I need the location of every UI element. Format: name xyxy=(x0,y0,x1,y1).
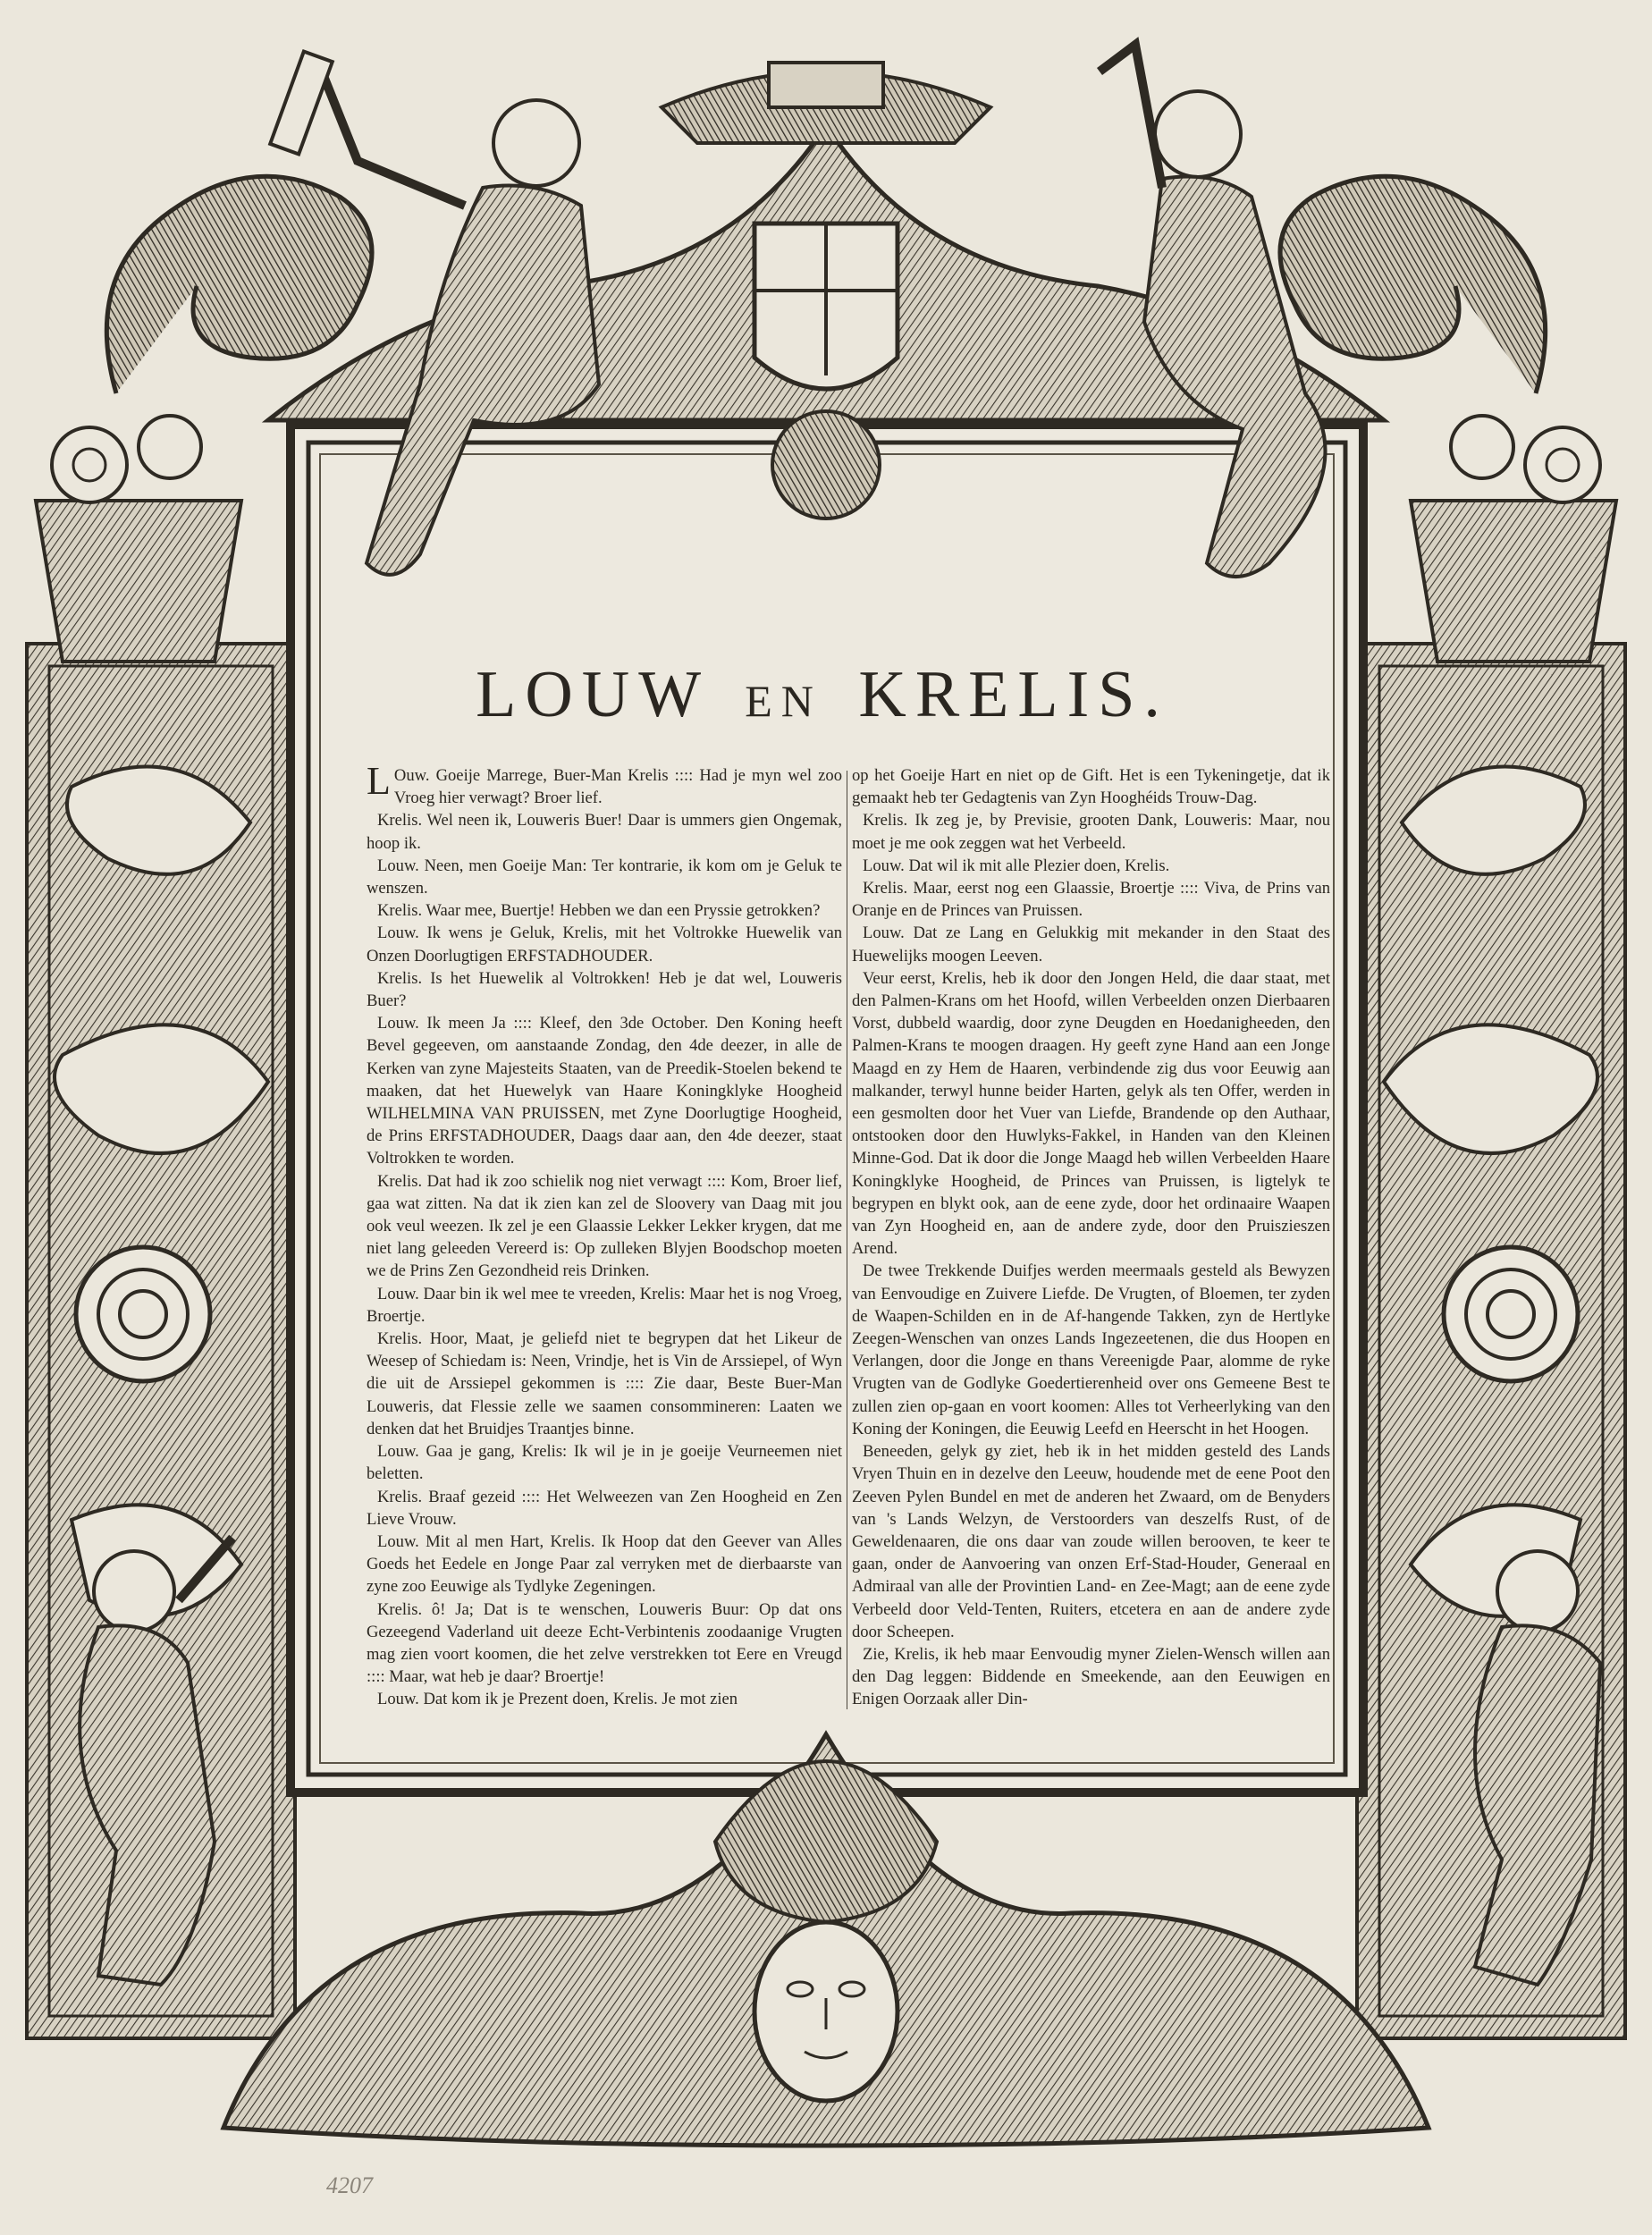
right-flower-basket xyxy=(1411,416,1616,662)
text-column-right xyxy=(852,764,1330,1708)
paragraph: Louw. Gaa je gang, Krelis: Ik wil je in je goeije Veurneemen niet beletten. xyxy=(367,1442,842,1484)
title-en: EN xyxy=(745,676,822,726)
drop-cap: L xyxy=(367,764,391,803)
paragraph: op het Goeije Hart en niet op de Gift. Het is een Tykeningetje, dat ik gemaakt heb ter Gedagtenis van Zyn Hooghéids Trouw-Dag. xyxy=(852,766,1330,808)
paragraph: De twee Trekkende Duifjes werden meermaals gesteld als Bewyzen van Eenvoudige en Zuivere Liefde. De Vrugten, of Bloemen, ter zyden de Waapen-Schilden en in de Af-hangende Takken, zyn de Hertlyke Zeegen-Wenschen van onzes Lands Ingezeetenen, die dus Hoopen en Verlangen, door die Jonge en thans Vereenigde Paar, alomme de ryke Vrugten van de Godlyke Goedertierenheid over ons Gemeene Best te zullen zien op-gaan en voort koomen: Alles tot Verheerlyking van den Koning der Koningen, die Eeuwig Leefd en Heerscht in het Hoogen. xyxy=(852,1261,1330,1438)
paragraph: Krelis. Hoor, Maat, je geliefd niet te begrypen dat het Likeur de Weesep of Schiedam is: Neen, Vrindje, het is Vin de Arssiepel, of Wyn die uit de Arssiepel gekommen is :::: Zie daar, Beste Buer-Man Louweris, dat Flessie zelle we saamen consommineren: Laaten we denken dat het Bruidjes Traantjes binne. xyxy=(367,1329,842,1438)
paragraph: Louw. Daar bin ik wel mee te vreeden, Krelis: Maar het is nog Vroeg, Broertje. xyxy=(367,1284,842,1326)
paragraph: Krelis. Wel neen ik, Louweris Buer! Daar is ummers gien Ongemak, hoop ik. xyxy=(367,811,842,853)
paragraph: Louw. Dat ze Lang en Gelukkig mit mekander in den Staat des Huewelijks moogen Leeven. xyxy=(852,924,1330,966)
paragraph: Louw. Mit al men Hart, Krelis. Ik Hoop dat den Geever van Alles Goeds het Eedele en Jonge Paar zal verryken met de dierbaarste van zyne zoo Eeuwige als Tydlyke Zegeningen. xyxy=(367,1531,842,1597)
paragraph: Veur eerst, Krelis, heb ik door den Jongen Held, die daar staat, met den Palmen-Krans om het Hoofd, willen Verbeelden onzen Dierbaaren Vorst, dubbeld waardig, door zyne Deugden en Hoedanigheeden, den Palmen-Krans te moogen draagen. Hy geeft zyne Hand aan een Jonge Maagd en zy Hem de Haaren, verbindende zig dus voor Eeuwig aan malkander, terwyl hunne beider Harten, gelyk als ten Offer, werden in een gesmolten door het Vuer van Liefde, Brandende op den Authaar, ontstooken door den Huwlyks-Fakkel, in Handen van den Kleinen Minne-God. Dat ik door die Jonge Maagd heb willen Verbeelden Haare Koningklyke Hoogheid, de Princes van Pruissen, is ligtelyk te begrypen en blykt ook, aan de eene zyde, door het ordinaaire Waapen van Zyn Hoogheid en, aan de andere zyde, door den Pruiszieszen Arend. xyxy=(852,968,1330,1259)
paragraph: Krelis. Braaf gezeid :::: Het Welweezen van Zen Hoogheid en Zen Lieve Vrouw. xyxy=(367,1487,842,1529)
paragraph: Krelis. Ik zeg je, by Previsie, grooten Dank, Louweris: Maar, nou moet je me ook zeggen wat het Verbeeld. xyxy=(852,811,1330,853)
paragraph: Louw. Dat wil ik mit alle Plezier doen, Krelis. xyxy=(863,856,1170,875)
paragraph: Zie, Krelis, ik heb maar Eenvoudig myner Zielen-Wensch willen aan den Dag leggen: Biddende en Smeekende, aan den Eeuwigen en Enigen Oorzaak aller Din- xyxy=(852,1644,1330,1708)
paragraph: Krelis. ô! Ja; Dat is te wenschen, Louweris Buur: Op dat ons Gezeegend Vaderland uit deeze Echt-Verbintenis zoodaanige Vrugten mag zien voort koomen, die het zelve verstrekken tot Eere en Vreugd :::: Maar, wat heb je daar? Broertje! xyxy=(367,1599,842,1687)
paragraph: Louw. Ik wens je Geluk, Krelis, mit het Voltrokke Huewelik van Onzen Doorlugtigen ERFSTADHOUDER. xyxy=(367,924,842,966)
paragraph: Krelis. Maar, eerst nog een Glaassie, Broertje :::: Viva, de Prins van Oranje en de Princes van Pruissen. xyxy=(852,879,1330,921)
title-krelis: KRELIS. xyxy=(858,658,1169,731)
text-column-left xyxy=(367,764,842,1708)
paragraph: Louw. Ik meen Ja :::: Kleef, den 3de October. Den Koning heeft Bevel gegeeven, om aanstaande Zondag, den 4de deezer, in alle de Kerken van zyne Majesteits Staaten, van de Preedik-Stoelen bekend te maaken, dat het Huewelyk van Haare Koningklyke Hoogheid WILHELMINA VAN PRUISSEN, met Zyne Doorlugtige Hoogheid, de Prins ERFSTADHOUDER, Daags daar aan, den 4de deezer, staat Voltrokken te worden. xyxy=(367,1014,842,1168)
paragraph: Krelis. Is het Huewelik al Voltrokken! Heb je dat wel, Louweris Buer? xyxy=(367,968,842,1011)
paragraph: Krelis. Waar mee, Buertje! Hebben we dan een Pryssie getrokken? xyxy=(377,901,821,921)
paragraph: Beneeden, gelyk gy ziet, heb ik in het midden gesteld des Lands Vryen Thuin en in dezelve den Leeuw, houdende met de eene Poot den Zeeven Pylen Bundel en met de anderen het Zwaard, om de Benyders van 's Lands Welzyn, de Verstoorders van deszelfs Rust, of de Geweldenaaren, die ons daar van zoude willen berooven, te keer te gaan, onder de Aanvoering van onzen Erf-Stad-Houder, Generaal en Admiraal van alle der Provintien Land- en Zee-Magt; aan de eene zyde Verbeeld door Veld-Tenten, Ruiters, etcetera en aan de andere zyde door Scheepen. xyxy=(852,1442,1330,1641)
page-title xyxy=(295,657,1350,733)
paragraph: Louw. Dat kom ik je Prezent doen, Krelis. Je mot zien xyxy=(377,1690,738,1708)
paragraph: Louw. Neen, men Goeije Man: Ter kontrarie, ik kom om je Geluk te wenszen. xyxy=(367,856,842,898)
left-flower-basket xyxy=(36,416,241,662)
inventory-number: 4207 xyxy=(326,2172,373,2198)
paragraph: L Ouw. Goeije Marrege, Buer-Man Krelis :::: Had je myn wel zoo Vroeg hier verwagt? Broer lief. xyxy=(367,764,842,808)
title-louw: LOUW xyxy=(476,658,709,731)
paragraph: Krelis. Dat had ik zoo schielik nog niet verwagt :::: Kom, Broer lief, gaa wat zitten. Na dat ik zien kan zel de Sloovery van Daag mit jou ook veul weezen. Ik zel je een Glaassie Lekker Lekker krygen, dat me niet lang geleeden Vereerd is: Op zulleken Blyjen Boodschop moeten we de Prins Zen Gezondheid reis Drinken. xyxy=(367,1171,842,1281)
